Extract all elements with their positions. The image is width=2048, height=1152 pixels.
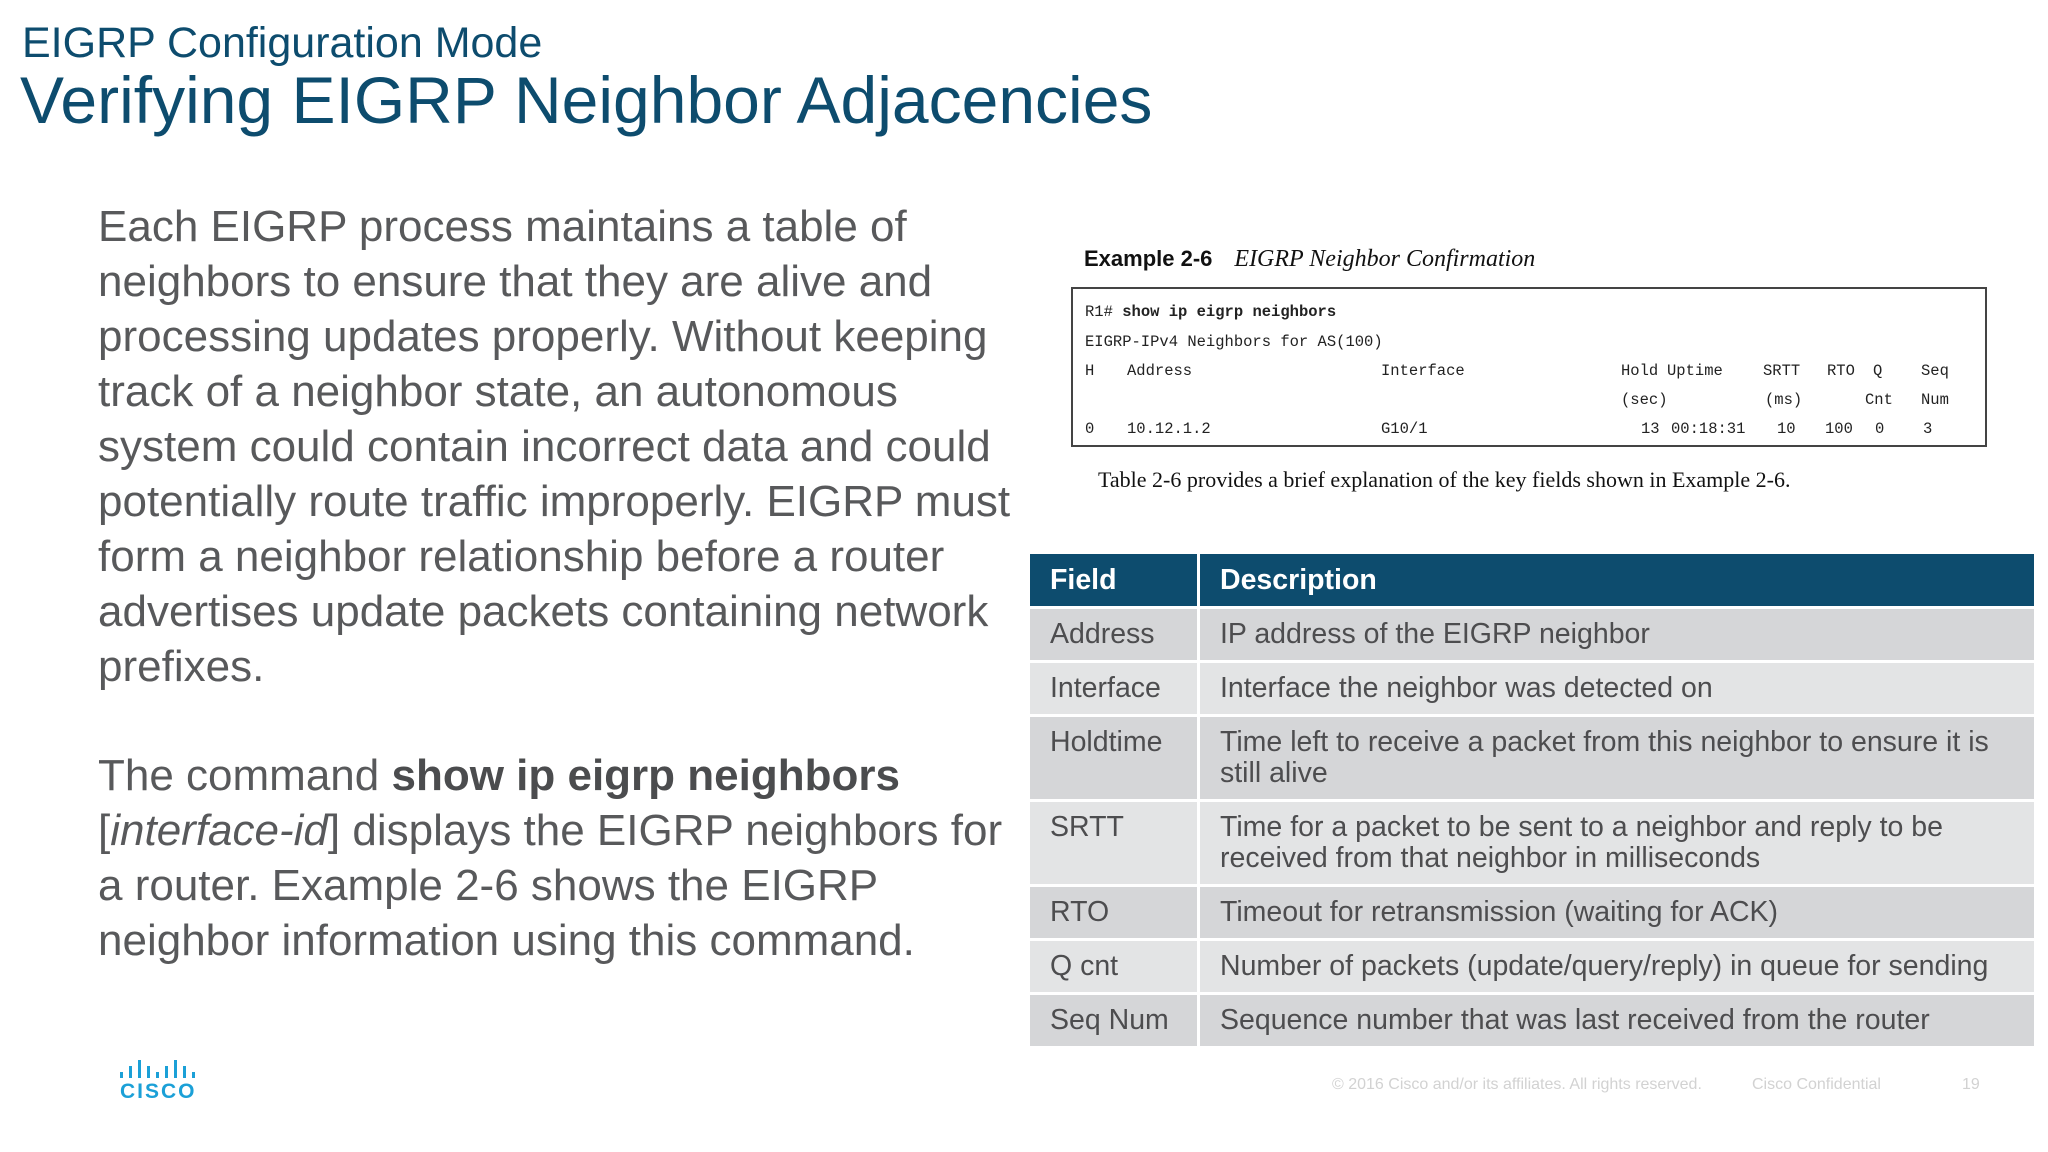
table-row	[1030, 663, 2034, 714]
field-cell: Interface	[1030, 663, 1200, 714]
row-address: 10.12.1.2	[1127, 420, 1211, 438]
row-uptime: 00:18:31	[1671, 420, 1746, 438]
description-cell: Time left to receive a packet from this neighbor to ensure it is still alive	[1200, 717, 2034, 799]
row-srtt: 10	[1777, 420, 1796, 438]
col-rto-header: RTO	[1827, 362, 1855, 380]
header-field: Field	[1030, 554, 1200, 606]
footer-copyright: © 2016 Cisco and/or its affiliates. All rights reserved.	[1332, 1076, 1702, 1093]
row-rto: 100	[1825, 420, 1853, 438]
description-cell: Interface the neighbor was detected on	[1200, 663, 2034, 714]
command-parameter: interface-id	[110, 806, 328, 855]
field-cell: Address	[1030, 609, 1200, 660]
console-output	[1071, 287, 1987, 447]
field-cell: Q cnt	[1030, 941, 1200, 992]
table-row	[1030, 995, 2034, 1046]
col-q-header-2: Cnt	[1865, 391, 1893, 409]
description-cell: Number of packets (update/query/reply) in queue for sending	[1200, 941, 2034, 992]
cisco-logo	[112, 1058, 196, 1102]
table-header-row	[1030, 554, 2034, 606]
example-heading	[1084, 246, 1535, 273]
col-srtt-unit: (ms)	[1765, 391, 1803, 409]
slide-title: Verifying EIGRP Neighbor Adjacencies	[20, 63, 1153, 137]
row-seq: 3	[1923, 420, 1933, 438]
body-paragraph-1: Each EIGRP process maintains a table of neighbors to ensure that they are alive and processing updates properly. Without keeping track of a neighbor state, an autonomous system could contain incorrect data and could potentially route traffic improperly. EIGRP must form a neighbor relationship before a router advertises update packets containing network prefixes.	[98, 202, 1011, 691]
command-text: show ip eigrp neighbors	[391, 751, 900, 800]
col-hold-unit: (sec)	[1621, 391, 1668, 409]
example-caption: Table 2-6 provides a brief explanation of the key fields shown in Example 2-6.	[1098, 467, 1791, 492]
table-row	[1030, 941, 2034, 992]
console-command-line	[1085, 303, 1336, 321]
row-hold: 13	[1641, 420, 1660, 438]
description-cell: Time for a packet to be sent to a neighbor and reply to be received from that neighbor in milliseconds	[1200, 802, 2034, 884]
console-command: show ip eigrp neighbors	[1122, 303, 1337, 321]
header-description: Description	[1200, 554, 2034, 606]
field-cell: Seq Num	[1030, 995, 1200, 1046]
col-address-header: Address	[1127, 362, 1193, 380]
table-row	[1030, 887, 2034, 938]
col-seq-header: Seq	[1921, 362, 1949, 380]
row-interface: G10/1	[1381, 420, 1428, 438]
field-cell: Holdtime	[1030, 717, 1200, 799]
col-interface-header: Interface	[1381, 362, 1465, 380]
cisco-logo-bars-icon	[112, 1058, 196, 1078]
field-cell: SRTT	[1030, 802, 1200, 884]
description-cell: Timeout for retransmission (waiting for ACK)	[1200, 887, 2034, 938]
col-hold-header: Hold	[1621, 362, 1659, 380]
example-title: EIGRP Neighbor Confirmation	[1234, 246, 1536, 272]
col-h-header: H	[1085, 362, 1095, 380]
table-row	[1030, 609, 2034, 660]
description-cell: IP address of the EIGRP neighbor	[1200, 609, 2034, 660]
row-q: 0	[1875, 420, 1885, 438]
page-number: 19	[1962, 1076, 1980, 1093]
col-uptime-header: Uptime	[1667, 362, 1723, 380]
open-bracket: [	[98, 806, 111, 855]
col-srtt-header: SRTT	[1763, 362, 1801, 380]
field-description-table	[1030, 551, 2034, 1049]
description-cell: Sequence number that was last received from the router	[1200, 995, 2034, 1046]
console-as-line: EIGRP-IPv4 Neighbors for AS(100)	[1085, 333, 1383, 351]
row-h: 0	[1085, 420, 1095, 438]
col-q-header: Q	[1873, 362, 1883, 380]
body-paragraph-2	[98, 748, 1038, 968]
section-subtitle: EIGRP Configuration Mode	[22, 19, 543, 67]
para2-rest: ] displays the EIGRP neighbors for a router. Example 2-6 shows the EIGRP neighbor information using this command.	[98, 806, 1003, 965]
col-seq-header-2: Num	[1921, 391, 1949, 409]
para2-lead: The command	[98, 751, 392, 800]
cisco-logo-text: CISCO	[120, 1080, 197, 1103]
table-row	[1030, 717, 2034, 799]
console-prompt: R1#	[1085, 303, 1123, 321]
example-label: Example 2-6	[1084, 246, 1213, 271]
footer-confidential: Cisco Confidential	[1752, 1076, 1881, 1093]
table-row	[1030, 802, 2034, 884]
field-cell: RTO	[1030, 887, 1200, 938]
